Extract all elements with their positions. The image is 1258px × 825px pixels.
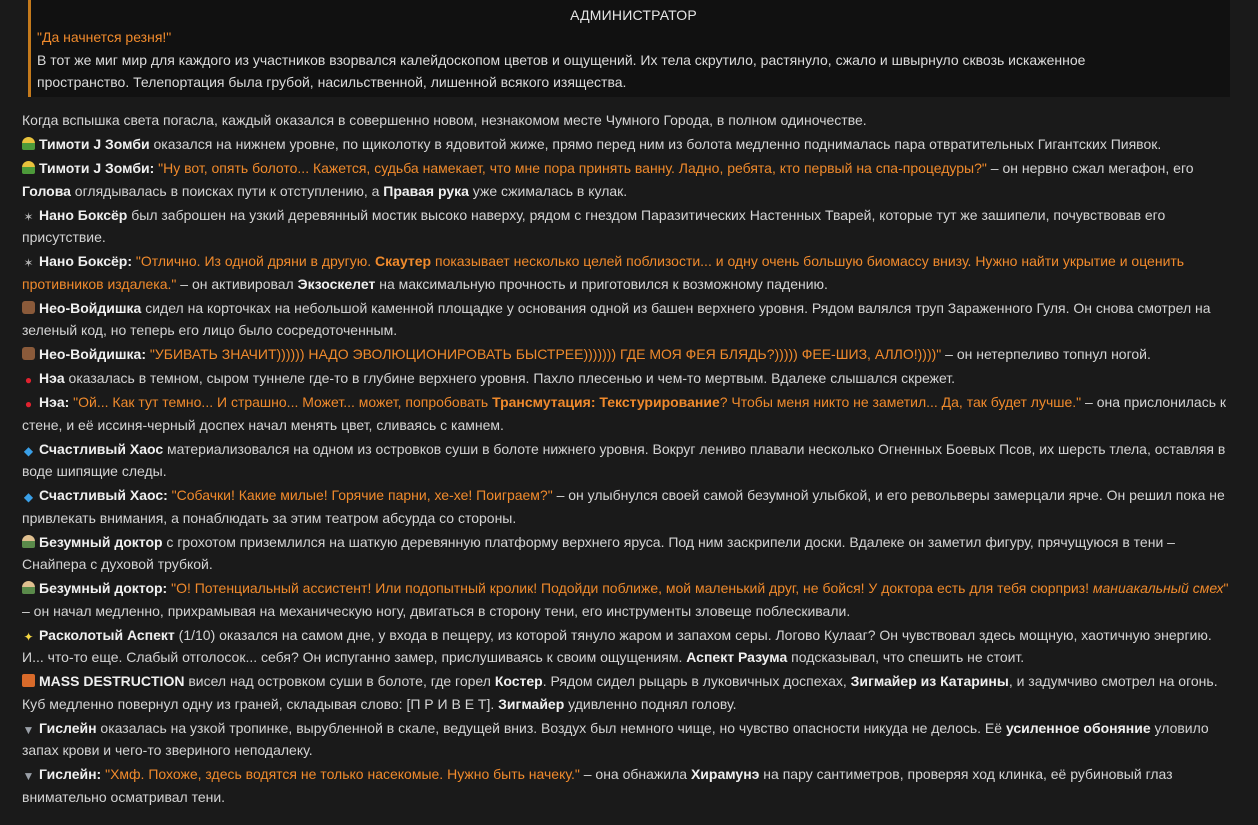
log-row (22, 763, 1237, 808)
blood-drop-icon: ● (24, 397, 33, 411)
character-name[interactable]: Безумный доктор: (39, 580, 168, 596)
narration-text: – она прислонилась к стене, и её иссиня-черный доспех начал менять цвет, сливаясь с камнем. (22, 394, 1227, 433)
highlight-text: Костер (494, 673, 543, 689)
narration-text: удивленно поднял голову. (564, 695, 737, 712)
highlight-text: Хирамунэ (690, 766, 760, 782)
neo-avatar-icon (22, 347, 35, 360)
character-name[interactable]: MASS DESTRUCTION (39, 673, 185, 689)
log-row (22, 343, 1237, 366)
speech-text: "Собачки! Какие милые! Горячие парни, хе-хе! Поиграем?" (167, 487, 553, 503)
log-row (22, 391, 1237, 436)
narration-text: подсказывал, что спешить не стоит. (787, 649, 1025, 665)
intro-text: Когда вспышка света погасла, каждый оказался в совершенно новом, незнакомом месте Чумного Города, в полном одиночестве. (22, 112, 867, 128)
log-row (22, 577, 1237, 622)
log-row (22, 717, 1237, 762)
log-row (22, 624, 1237, 669)
speech-part: ? Чтобы меня никто не заметил... Да, так будет лучше." (719, 394, 1082, 410)
message-log (22, 109, 1237, 810)
neo-avatar-icon (22, 301, 35, 314)
narration-text: на максимальную прочность и приготовился к возможному падению. (375, 275, 828, 292)
narration-text: уловило запах крови и чего-то звериного неподалеку. (22, 719, 1209, 758)
wolf-icon: ▼ (22, 769, 35, 783)
log-row (22, 531, 1237, 576)
sparkles-icon: ✦ (23, 629, 34, 644)
log-row (22, 484, 1237, 529)
narration-text: (1/10) оказался на самом дне, у входа в пещеру, из которой тянуло жаром и запахом серы. Логово Кулааг? Он чувствовал здесь мощную, хаотичную энергию. И... что-то еще. Слабый отголосок... себя? Он испуганно замер, прислушиваясь к своим ощущениям. (22, 626, 1212, 665)
speech-text (167, 580, 1228, 596)
highlight-text: усиленное обоняние (1005, 719, 1151, 736)
character-name[interactable]: Нано Боксёр (39, 206, 128, 223)
doctor-avatar-icon (22, 581, 35, 594)
highlight-text: Зигмайер (498, 695, 565, 712)
character-name[interactable]: Нэа: (39, 394, 70, 410)
speech-text (69, 394, 1081, 410)
speech-text: "Ну вот, опять болото... Кажется, судьба намекает, что мне пора принять ванну. Ладно, ребята, кто первый на спа-процедуры?" (154, 160, 987, 176)
character-name[interactable]: Нано Боксёр: (39, 253, 133, 269)
character-name[interactable]: Нео-Войдишка: (39, 346, 146, 362)
doctor-avatar-icon (22, 535, 35, 548)
admin-text: В тот же миг мир для каждого из участников взорвался калейдоскопом цветов и ощущений. Их тела скрутило, растянуло, сжало и швырнуло сквозь искаженное пространство. Телепортация была грубой, насильственной, лишенной всякого изящества. (37, 51, 1086, 90)
speech-part: "Отлично. Из одной дряни в другую. (132, 253, 376, 269)
character-name[interactable]: Тимоти J Зомби: (39, 160, 155, 176)
speech-highlight: Скаутер (375, 253, 432, 269)
narration-text: – он нервно сжал мегафон, его (986, 160, 1194, 176)
character-name[interactable]: Нео-Войдишка (39, 299, 142, 316)
speech-highlight: Трансмутация: Текстурирование (492, 394, 720, 410)
narration-text: . Рядом сидел рыцарь в луковичных доспехах, (542, 673, 851, 689)
speech-part: "О! Потенциальный ассистент! Или подопытный кролик! Подойди поближе, мой маленький друг, не бойся! У доктора есть для тебя сюрприз! (167, 580, 1093, 596)
speech-text: "Хмф. Похоже, здесь водятся не только насекомые. Нужно быть начеку." (101, 766, 580, 782)
log-row-intro (22, 109, 1237, 132)
speech-text: "УБИВАТЬ ЗНАЧИТ)))))) НАДО ЭВОЛЮЦИОНИРОВАТЬ БЫСТРЕЕ))))))) ГДЕ МОЯ ФЕЯ БЛЯДЬ?))))) ФЕЕ-ШИЗ, АЛЛО!))))" (146, 346, 942, 362)
narration-text: – она обнажила (579, 766, 691, 782)
character-name[interactable]: Тимоти J Зомби (39, 136, 150, 152)
blood-drop-icon: ● (24, 373, 33, 387)
narration-text: оказался на нижнем уровне, по щиколотку в ядовитой жиже, прямо перед ним из болота медленно поднималась пара отвратительных Гигантских Пиявок. (149, 136, 1162, 152)
speech-part: "Ой... Как тут темно... И страшно... Может... может, попробовать (69, 394, 493, 410)
speech-italic: маниакальный смех (1092, 580, 1224, 596)
log-row (22, 438, 1237, 483)
narration-text: был заброшен на узкий деревянный мостик высоко наверху, рядом с гнездом Паразитических Настенных Тварей, которые тут же зашипели, почувствовав его присутствие. (22, 206, 1166, 245)
narration-text: оказалась в темном, сыром туннеле где-то в глубине верхнего уровня. Пахло плесенью и чем-то мертвым. Вдалеке слышался скрежет. (64, 370, 956, 386)
log-row (22, 250, 1237, 295)
narration-text: – он начал медленно, прихрамывая на механическую ногу, двигаться в сторону тени, его инструменты зловеще поблескивали. (22, 602, 851, 619)
log-row (22, 367, 1237, 390)
character-name[interactable]: Гислейн (39, 719, 97, 736)
log-row (22, 204, 1237, 249)
highlight-text: Экзоскелет (297, 275, 376, 292)
narration-text: на пару сантиметров, проверяя ход клинка, её рубиновый глаз внимательно осматривал тени. (22, 766, 1173, 805)
highlight-text: Зигмайер из Катарины (850, 673, 1009, 689)
zombie-avatar-icon (22, 137, 35, 150)
narration-text: – он активировал (176, 275, 298, 292)
character-name[interactable]: Гислейн: (39, 766, 102, 782)
highlight-text: Правая рука (383, 182, 469, 199)
highlight-text: Голова (22, 182, 71, 199)
boxer-avatar-icon: ✶ (23, 256, 34, 270)
speech-part: показывает несколько целей поблизости... и одну очень большую биомассу внизу. Нужно найти укрытие и оценить противников издалека." (22, 253, 1185, 292)
character-name[interactable]: Счастливый Хаос (39, 440, 164, 457)
narration-text: уже сжималась в кулак. (468, 182, 628, 199)
narration-text: висел над островком суши в болоте, где горел (184, 673, 495, 689)
character-name[interactable]: Счастливый Хаос: (39, 487, 168, 503)
narration-text: – он улыбнулся своей самой безумной улыбкой, и его револьверы замерцали ярче. Он решил пока не привлекать внимания, а понаблюдать за этим театром абсурда со стороны. (22, 487, 1225, 526)
narration-text: материализовался на одном из островков суши в болоте нижнего уровня. Вокруг лениво плавали несколько Огненных Боевых Псов, их шерсть тлела, оставляя в воде шипящие следы. (22, 440, 1226, 479)
speech-part: " (1223, 580, 1229, 596)
admin-title: АДМИНИСТРАТОР (570, 7, 697, 23)
narration-text: – он нетерпеливо топнул ногой. (941, 346, 1151, 362)
zombie-avatar-icon (22, 161, 35, 174)
diamond-icon: ◆ (23, 490, 34, 504)
cube-icon (22, 674, 35, 687)
character-name[interactable]: Безумный доктор (39, 533, 163, 550)
narration-text: с грохотом приземлился на шаткую деревянную платформу верхнего яруса. Под ним заскрипели доски. Вдалеке он заметил фигуру, прячущуюся в тени – Снайпера с духовой трубкой. (22, 533, 1175, 572)
narration-text: сидел на корточках на небольшой каменной площадке у основания одной из башен верхнего уровня. Рядом валялся труп Зараженного Гуля. Он снова смотрел на зеленый код, но теперь его лицо было сосредоточенным. (22, 299, 1211, 338)
narration-text: , и задумчиво смотрел на огонь. Куб медленно повернул одну из граней, складывая слово: [П Р И В Е Т]. (22, 673, 1218, 712)
log-row (22, 670, 1237, 715)
highlight-text: Аспект Разума (686, 649, 788, 665)
log-row (22, 297, 1237, 342)
boxer-avatar-icon: ✶ (23, 209, 34, 224)
diamond-icon: ◆ (23, 443, 34, 458)
narration-text: оказалась на узкой тропинке, вырубленной в скале, ведущей вниз. Воздух был немного чище, но чувство опасности никуда не делось. Её (96, 719, 1006, 736)
character-name[interactable]: Нэа (39, 370, 65, 386)
admin-message-block (28, 0, 1230, 97)
narration-text: оглядывалась в поисках пути к отступлению, а (70, 182, 384, 199)
log-row (22, 133, 1237, 156)
log-row (22, 157, 1237, 202)
character-name[interactable]: Расколотый Аспект (39, 626, 175, 643)
wolf-icon: ▼ (22, 722, 35, 737)
admin-quote: "Да начнется резня!" (37, 29, 172, 45)
